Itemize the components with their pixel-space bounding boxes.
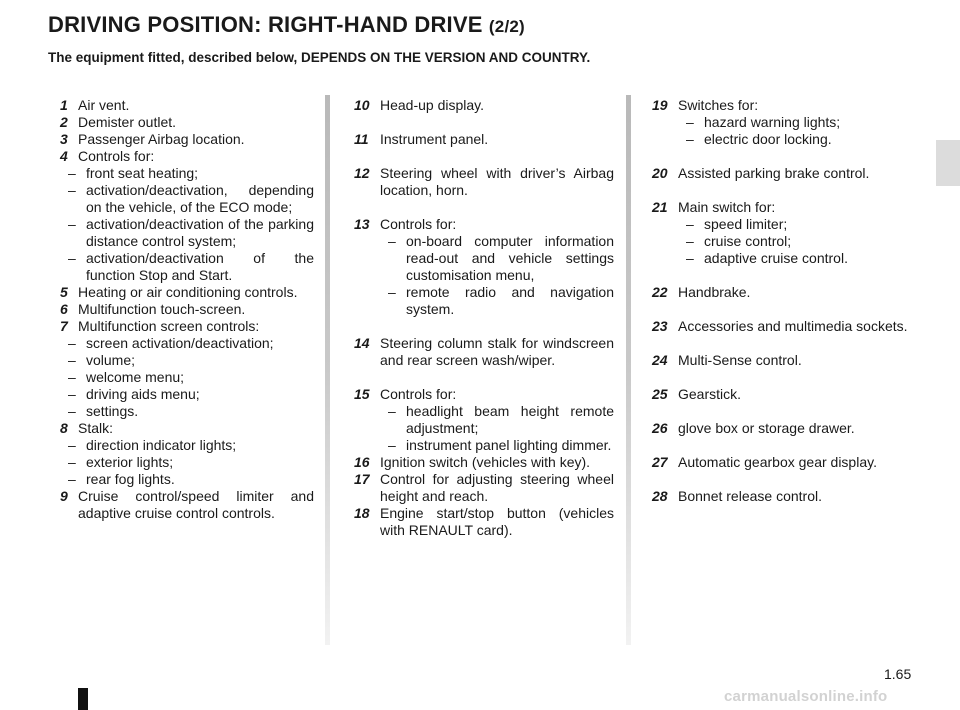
legend-item-text: Automatic gearbox gear display. bbox=[678, 454, 877, 470]
dash-bullet: – bbox=[68, 386, 76, 402]
legend-subitem bbox=[366, 284, 614, 318]
dash-bullet: – bbox=[68, 454, 76, 470]
page-edge-mark bbox=[78, 688, 88, 710]
dash-bullet: – bbox=[388, 403, 396, 419]
legend-item-26 bbox=[652, 420, 916, 437]
legend-item-number: 5 bbox=[60, 284, 68, 300]
legend-subitem bbox=[60, 182, 314, 216]
column-divider bbox=[626, 95, 631, 645]
legend-subitem-text: electric door locking. bbox=[704, 131, 832, 147]
legend-subitem-text: direction indicator lights; bbox=[86, 437, 237, 453]
legend-subitem-text: exterior lights; bbox=[86, 454, 174, 470]
legend-item-4 bbox=[60, 148, 314, 284]
legend-item-number: 8 bbox=[60, 420, 68, 436]
page-number: 1.65 bbox=[884, 666, 912, 682]
legend-subitem-text: headlight beam height remote adjustment; bbox=[406, 403, 614, 436]
legend-subitem-text: activation/deactivation of the function Stop and Start. bbox=[86, 250, 314, 283]
dash-bullet: – bbox=[68, 182, 76, 198]
legend-subitem bbox=[60, 437, 314, 454]
legend-item-17 bbox=[354, 471, 614, 505]
legend-subitem-text: remote radio and navigation system. bbox=[406, 284, 614, 317]
legend-subitem bbox=[60, 369, 314, 386]
legend-item-text: Heating or air conditioning controls. bbox=[78, 284, 298, 300]
legend-item-text: Steering column stalk for windscreen and rear screen wash/wiper. bbox=[380, 335, 614, 368]
legend-item-text: Air vent. bbox=[78, 97, 130, 113]
legend-item-number: 7 bbox=[60, 318, 68, 334]
legend-item-number: 18 bbox=[354, 505, 370, 521]
legend-item-number: 10 bbox=[354, 97, 370, 113]
legend-item-number: 23 bbox=[652, 318, 668, 334]
legend-item-number: 22 bbox=[652, 284, 668, 300]
legend-column-2 bbox=[354, 97, 614, 539]
legend-item-text: Multi-Sense control. bbox=[678, 352, 802, 368]
legend-item-text: Multifunction touch-screen. bbox=[78, 301, 246, 317]
dash-bullet: – bbox=[686, 250, 694, 266]
dash-bullet: – bbox=[68, 216, 76, 232]
dash-bullet: – bbox=[68, 335, 76, 351]
legend-subitem bbox=[60, 386, 314, 403]
legend-item-5 bbox=[60, 284, 314, 301]
legend-subitem-text: rear fog lights. bbox=[86, 471, 175, 487]
legend-item-number: 20 bbox=[652, 165, 668, 181]
legend-item-28 bbox=[652, 488, 916, 505]
legend-subitem bbox=[366, 233, 614, 284]
legend-item-text: Assisted parking brake control. bbox=[678, 165, 870, 181]
legend-item-24 bbox=[652, 352, 916, 369]
legend-subitem-text: hazard warning lights; bbox=[704, 114, 841, 130]
legend-item-1 bbox=[60, 97, 314, 114]
legend-item-number: 3 bbox=[60, 131, 68, 147]
legend-item-number: 26 bbox=[652, 420, 668, 436]
legend-subitem bbox=[60, 165, 314, 182]
legend-subitem bbox=[60, 403, 314, 420]
legend-item-number: 12 bbox=[354, 165, 370, 181]
legend-subitem-text: cruise control; bbox=[704, 233, 792, 249]
dash-bullet: – bbox=[686, 131, 694, 147]
dash-bullet: – bbox=[68, 352, 76, 368]
page-subtitle: The equipment fitted, described below, DEPENDS ON THE VERSION AND COUNTRY. bbox=[48, 50, 591, 65]
legend-item-text: Main switch for: bbox=[678, 199, 776, 215]
legend-item-number: 6 bbox=[60, 301, 68, 317]
section-tab bbox=[936, 140, 960, 186]
legend-item-text: Head-up display. bbox=[380, 97, 485, 113]
legend-item-text: Switches for: bbox=[678, 97, 759, 113]
dash-bullet: – bbox=[686, 216, 694, 232]
legend-item-number: 11 bbox=[354, 131, 369, 147]
legend-subitem-text: front seat heating; bbox=[86, 165, 199, 181]
legend-item-number: 24 bbox=[652, 352, 668, 368]
legend-subitem bbox=[60, 471, 314, 488]
legend-item-text: Cruise control/speed limiter and adaptive cruise control controls. bbox=[78, 488, 314, 521]
legend-item-text: Engine start/stop button (vehicles with RENAULT card). bbox=[380, 505, 614, 538]
legend-subitem bbox=[664, 216, 916, 233]
legend-item-number: 2 bbox=[60, 114, 68, 130]
dash-bullet: – bbox=[388, 233, 396, 249]
legend-subitem bbox=[60, 250, 314, 284]
legend-item-6 bbox=[60, 301, 314, 318]
legend-subitem bbox=[664, 250, 916, 267]
dash-bullet: – bbox=[686, 233, 694, 249]
legend-item-text: Multifunction screen controls: bbox=[78, 318, 260, 334]
legend-item-number: 16 bbox=[354, 454, 370, 470]
legend-subitem-text: on-board computer information read-out and vehicle settings customisation menu, bbox=[406, 233, 614, 283]
legend-subitem-text: welcome menu; bbox=[86, 369, 185, 385]
dash-bullet: – bbox=[68, 165, 76, 181]
legend-item-number: 27 bbox=[652, 454, 668, 470]
legend-item-21 bbox=[652, 199, 916, 267]
legend-item-number: 13 bbox=[354, 216, 370, 232]
legend-item-text: Controls for: bbox=[380, 386, 457, 402]
legend-item-8 bbox=[60, 420, 314, 488]
legend-item-20 bbox=[652, 165, 916, 182]
legend-item-text: Accessories and multimedia sockets. bbox=[678, 318, 908, 334]
page-title-text: DRIVING POSITION: RIGHT-HAND DRIVE bbox=[48, 12, 483, 37]
legend-item-22 bbox=[652, 284, 916, 301]
legend-item-text: Gearstick. bbox=[678, 386, 742, 402]
legend-item-number: 19 bbox=[652, 97, 668, 113]
legend-subitem bbox=[664, 233, 916, 250]
legend-item-text: Instrument panel. bbox=[380, 131, 489, 147]
legend-item-9 bbox=[60, 488, 314, 522]
page-title bbox=[48, 12, 525, 38]
legend-item-text: Passenger Airbag location. bbox=[78, 131, 245, 147]
legend-item-text: Controls for: bbox=[380, 216, 457, 232]
legend-item-2 bbox=[60, 114, 314, 131]
legend-subitem-text: adaptive cruise control. bbox=[704, 250, 848, 266]
dash-bullet: – bbox=[68, 471, 76, 487]
legend-item-number: 9 bbox=[60, 488, 68, 504]
legend-item-number: 21 bbox=[652, 199, 668, 215]
legend-item-11 bbox=[354, 131, 614, 148]
legend-subitem bbox=[664, 131, 916, 148]
legend-subitem-text: driving aids menu; bbox=[86, 386, 200, 402]
legend-item-text: Handbrake. bbox=[678, 284, 751, 300]
legend-subitem bbox=[60, 352, 314, 369]
legend-item-27 bbox=[652, 454, 916, 471]
legend-subitem bbox=[60, 216, 314, 250]
legend-item-text: Controls for: bbox=[78, 148, 155, 164]
legend-item-18 bbox=[354, 505, 614, 539]
legend-item-text: Steering wheel with driver’s Airbag location, horn. bbox=[380, 165, 614, 198]
legend-subitem-text: settings. bbox=[86, 403, 139, 419]
legend-item-12 bbox=[354, 165, 614, 199]
legend-item-number: 14 bbox=[354, 335, 370, 351]
legend-item-19 bbox=[652, 97, 916, 148]
legend-item-number: 15 bbox=[354, 386, 370, 402]
legend-subitem-text: volume; bbox=[86, 352, 136, 368]
dash-bullet: – bbox=[68, 403, 76, 419]
legend-item-3 bbox=[60, 131, 314, 148]
legend-subitem bbox=[366, 403, 614, 437]
column-divider bbox=[325, 95, 330, 645]
watermark: carmanualsonline.info bbox=[724, 688, 888, 705]
legend-subitem bbox=[366, 437, 614, 454]
legend-subitem bbox=[60, 454, 314, 471]
legend-subitem-text: activation/deactivation, depending on the vehicle, of the ECO mode; bbox=[86, 182, 314, 215]
legend-subitem-text: activation/deactivation of the parking distance control system; bbox=[86, 216, 314, 249]
dash-bullet: – bbox=[686, 114, 694, 130]
legend-item-15 bbox=[354, 386, 614, 454]
legend-item-16 bbox=[354, 454, 614, 471]
legend-item-7 bbox=[60, 318, 314, 420]
legend-subitem-text: instrument panel lighting dimmer. bbox=[406, 437, 612, 453]
legend-item-10 bbox=[354, 97, 614, 114]
legend-item-number: 4 bbox=[60, 148, 68, 164]
dash-bullet: – bbox=[68, 437, 76, 453]
page-title-part: (2/2) bbox=[488, 17, 525, 36]
dash-bullet: – bbox=[68, 250, 76, 266]
legend-item-text: Control for adjusting steering wheel height and reach. bbox=[380, 471, 614, 504]
legend-item-23 bbox=[652, 318, 916, 335]
legend-item-25 bbox=[652, 386, 916, 403]
legend-item-text: glove box or storage drawer. bbox=[678, 420, 855, 436]
legend-item-13 bbox=[354, 216, 614, 318]
legend-subitem bbox=[664, 114, 916, 131]
legend-item-14 bbox=[354, 335, 614, 369]
legend-item-number: 25 bbox=[652, 386, 668, 402]
legend-subitem-text: screen activation/deactivation; bbox=[86, 335, 274, 351]
legend-item-text: Stalk: bbox=[78, 420, 114, 436]
legend-item-text: Demister outlet. bbox=[78, 114, 177, 130]
legend-item-number: 17 bbox=[354, 471, 370, 487]
dash-bullet: – bbox=[68, 369, 76, 385]
legend-item-text: Bonnet release control. bbox=[678, 488, 822, 504]
legend-subitem-text: speed limiter; bbox=[704, 216, 788, 232]
legend-column-3 bbox=[652, 97, 916, 505]
dash-bullet: – bbox=[388, 284, 396, 300]
legend-subitem bbox=[60, 335, 314, 352]
legend-item-text: Ignition switch (vehicles with key). bbox=[380, 454, 591, 470]
legend-item-number: 28 bbox=[652, 488, 668, 504]
legend-item-number: 1 bbox=[60, 97, 68, 113]
legend-column-1 bbox=[60, 97, 314, 522]
dash-bullet: – bbox=[388, 437, 396, 453]
